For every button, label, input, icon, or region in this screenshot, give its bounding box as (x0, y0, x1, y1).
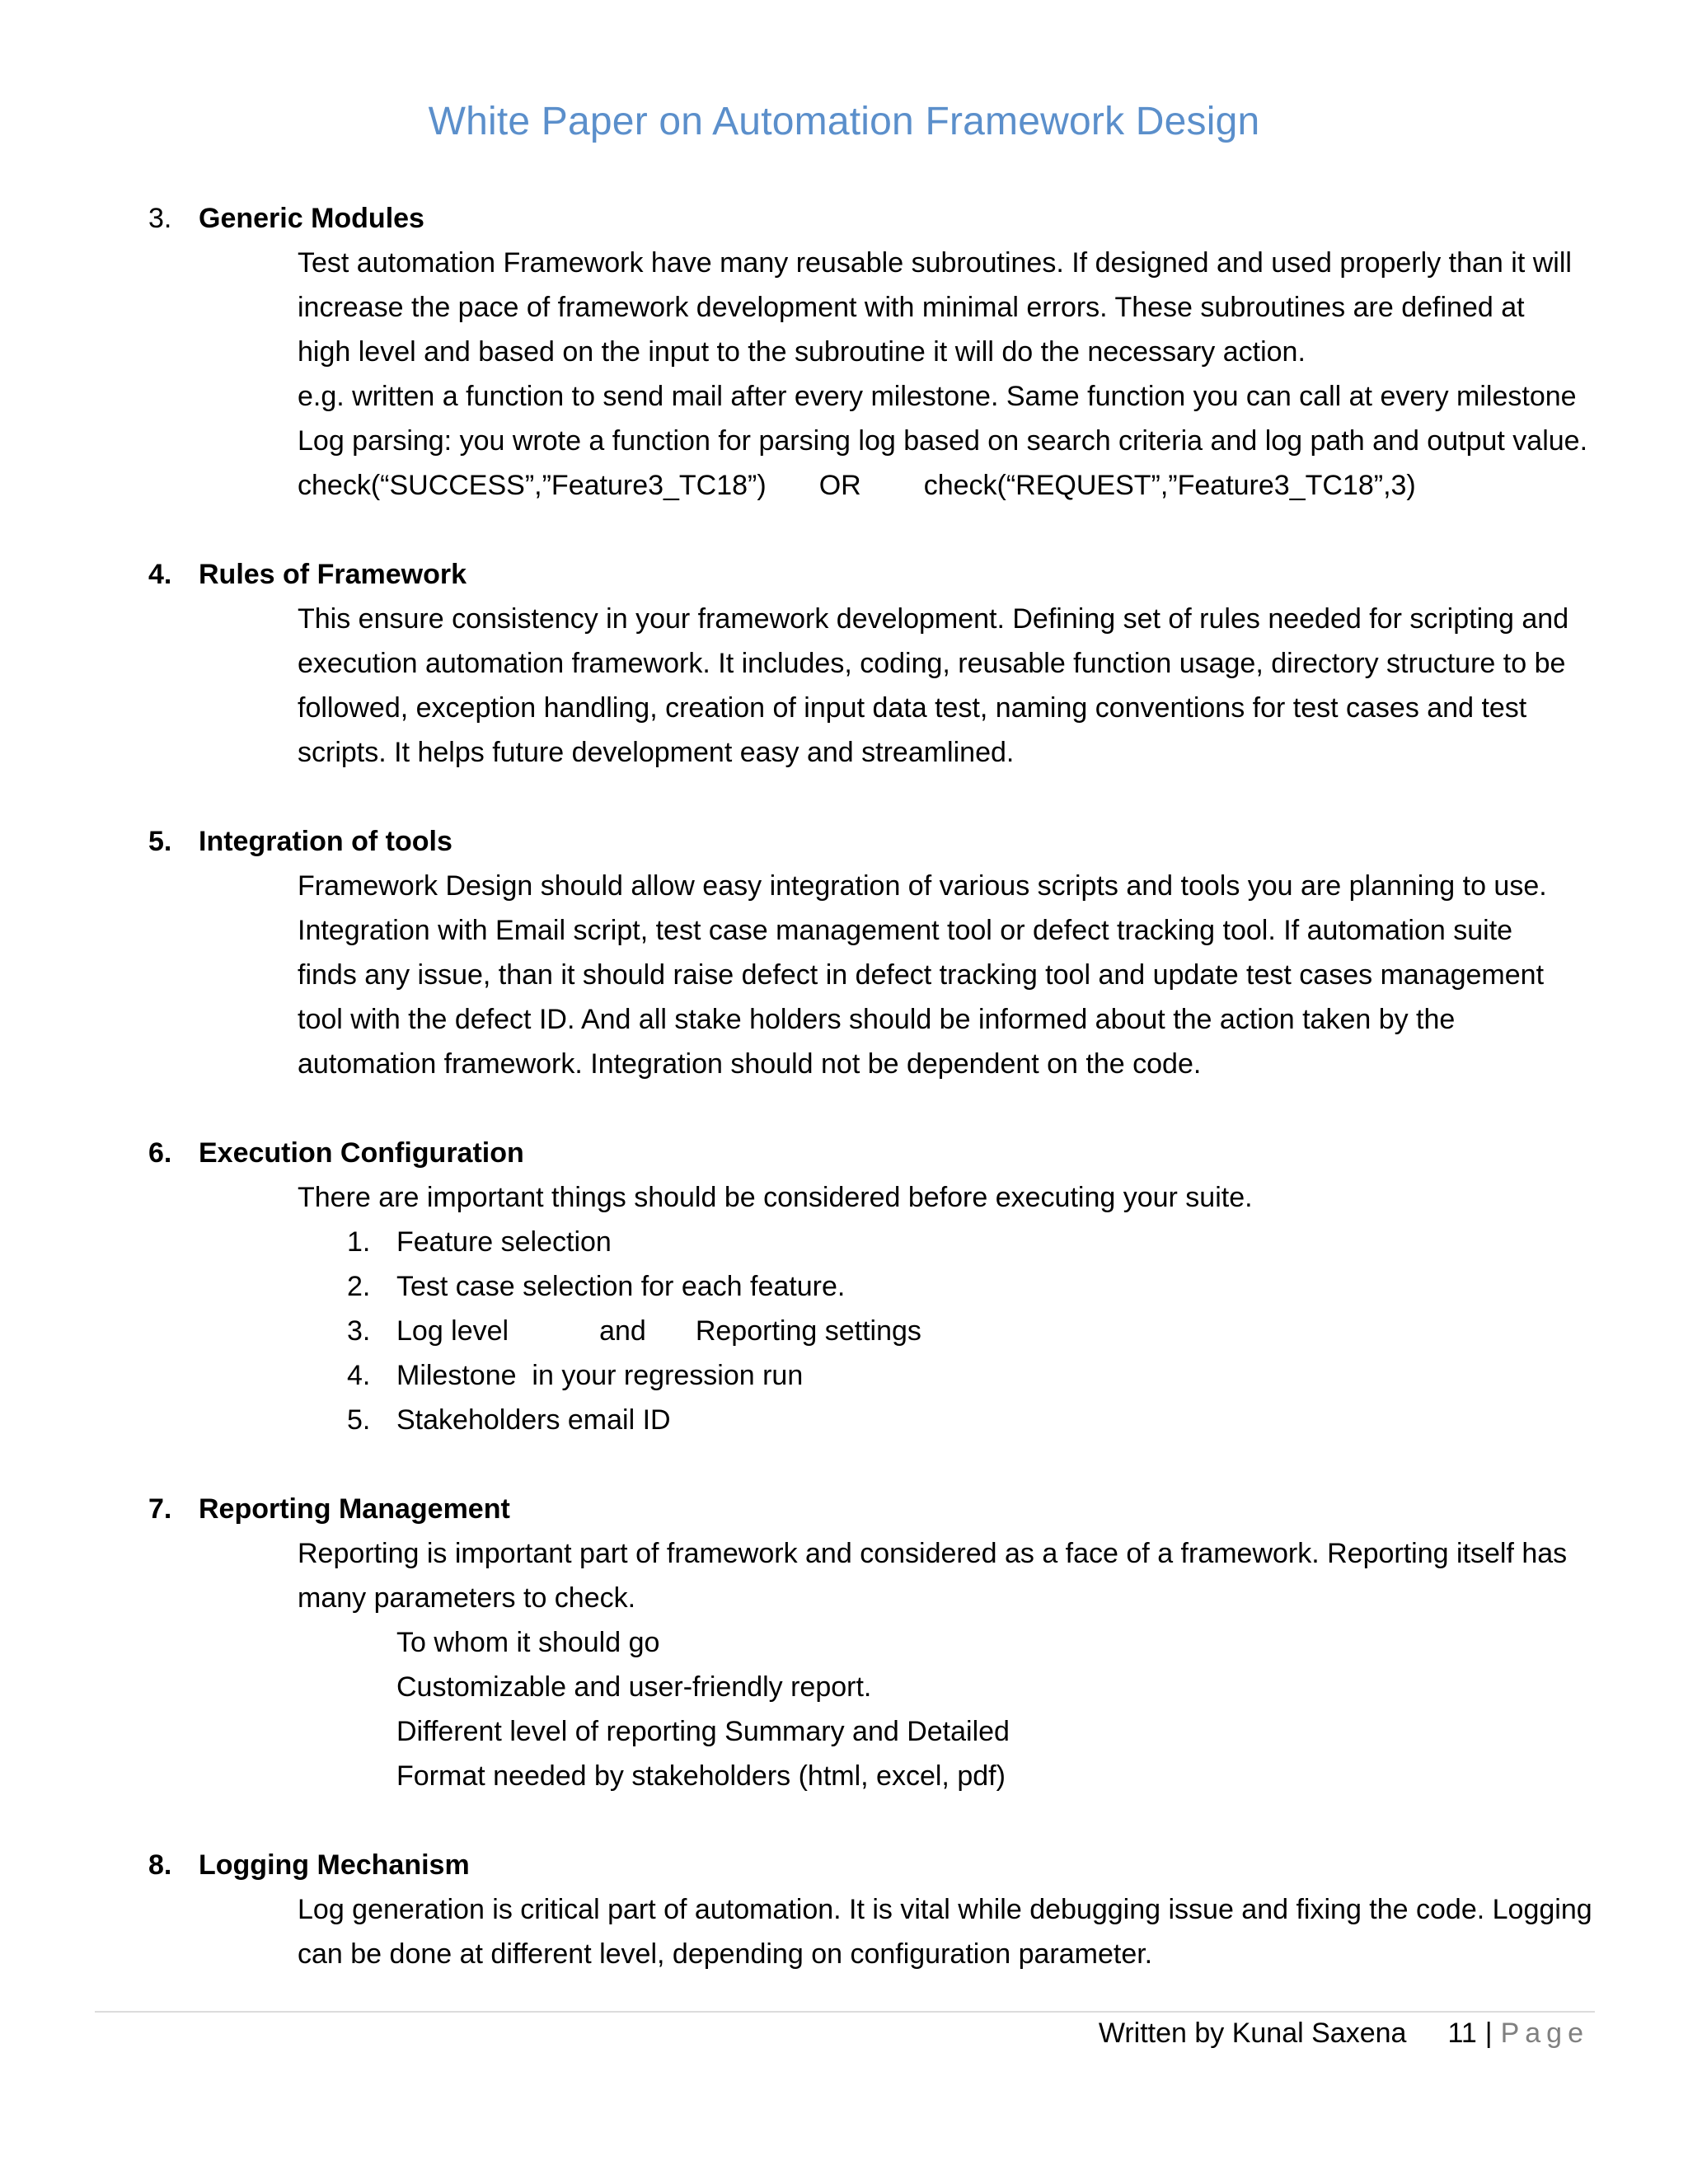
section-heading (148, 1487, 1582, 1531)
section-number: 5. (148, 826, 172, 857)
list-item (347, 1264, 1582, 1309)
paragraph-line: automation framework. Integration should not be dependent on the code. (298, 1048, 1202, 1080)
paragraph-line: Log generation is critical part of automation. It is vital while debugging issue and fixing the code. Logging (298, 1894, 1592, 1925)
paragraph-line: tool with the defect ID. And all stake holders should be informed about the action taken by the (298, 1004, 1456, 1035)
section-heading (148, 819, 1582, 864)
list-item: To whom it should go (396, 1627, 660, 1658)
section-title: Integration of tools (199, 826, 452, 857)
footer-page-label: Page (1500, 2018, 1589, 2049)
section-logging-mechanism (148, 1843, 1592, 1976)
code-example-right: check(“REQUEST”,”Feature3_TC18”,3) (923, 470, 1416, 501)
footer-author: Written by Kunal Saxena (1098, 2018, 1407, 2049)
page-footer (1099, 2018, 1589, 2050)
section-generic-modules (148, 196, 1588, 508)
indented-list (396, 1620, 1582, 1798)
section-title: Reporting Management (199, 1493, 510, 1525)
footer-page-number: 11 (1447, 2018, 1477, 2049)
paragraph-line: finds any issue, than it should raise defect in defect tracking tool and update test cases management (298, 959, 1545, 991)
section-heading (148, 1131, 1582, 1175)
list-item-text: Milestone in your regression run (396, 1360, 804, 1391)
list-item-number: 3. (347, 1315, 371, 1347)
list-item-text-part: and (599, 1315, 646, 1347)
list-item: Customizable and user-friendly report. (396, 1671, 872, 1703)
paragraph-line: scripts. It helps future development easy and streamlined. (298, 737, 1015, 768)
list-item (347, 1353, 1582, 1398)
list-item-number: 2. (347, 1271, 371, 1302)
paragraph-line: e.g. written a function to send mail after every milestone. Same function you can call at every milestone (298, 381, 1577, 412)
section-number: 4. (148, 559, 172, 590)
list-item-number: 4. (347, 1360, 371, 1391)
list-item-text: Feature selection (396, 1226, 612, 1258)
list-item (347, 1220, 1582, 1264)
list-item (347, 1398, 1582, 1442)
paragraph-line: Reporting is important part of framework and considered as a face of a framework. Reporting itself has (298, 1538, 1568, 1569)
section-rules-of-framework (148, 552, 1582, 775)
section-heading (148, 196, 1582, 241)
paragraph-line: Framework Design should allow easy integration of various scripts and tools you are planning to use. (298, 870, 1547, 902)
paragraph-line: Test automation Framework have many reusable subroutines. If designed and used properly than it will (298, 247, 1572, 279)
list-item-number: 1. (347, 1226, 371, 1258)
section-body (298, 597, 1582, 775)
paragraph-line: many parameters to check. (298, 1582, 636, 1614)
list-item-text-part: Log level (396, 1315, 509, 1347)
list-item-text: Test case selection for each feature. (396, 1271, 846, 1302)
footer-divider (95, 2011, 1595, 2013)
section-number: 7. (148, 1493, 172, 1525)
paragraph-line: followed, exception handling, creation of input data test, naming conventions for test cases and test (298, 692, 1527, 724)
section-title: Logging Mechanism (199, 1849, 470, 1881)
section-body (298, 1531, 1582, 1798)
section-number: 8. (148, 1849, 172, 1881)
section-body (298, 864, 1582, 1086)
code-example-or: OR (818, 470, 861, 501)
paragraph-line: There are important things should be considered before executing your suite. (298, 1182, 1253, 1213)
paragraph-line: increase the pace of framework development with minimal errors. These subroutines are defined at (298, 292, 1525, 323)
section-heading (148, 1843, 1582, 1887)
section-body (298, 241, 1588, 508)
paragraph-line: high level and based on the input to the subroutine it will do the necessary action. (298, 336, 1306, 368)
section-heading (148, 552, 1582, 597)
section-title: Execution Configuration (199, 1137, 524, 1169)
footer-separator: | (1484, 2018, 1493, 2049)
section-execution-configuration (148, 1131, 1582, 1442)
code-example-line (298, 463, 1582, 508)
list-item: Different level of reporting Summary and Detailed (396, 1716, 1010, 1747)
list-item-number: 5. (347, 1404, 371, 1436)
section-reporting-management (148, 1487, 1582, 1798)
paragraph-line: This ensure consistency in your framework development. Defining set of rules needed for scripting and (298, 603, 1569, 635)
numbered-list (347, 1220, 1582, 1442)
document-body (148, 196, 1592, 2021)
section-integration-of-tools (148, 819, 1582, 1086)
document-title: White Paper on Automation Framework Design (428, 100, 1260, 143)
list-item-text: Stakeholders email ID (396, 1404, 671, 1436)
section-title: Generic Modules (199, 203, 424, 234)
list-item (347, 1309, 1582, 1353)
section-body (298, 1175, 1582, 1442)
section-body (298, 1887, 1592, 1976)
paragraph-line: Integration with Email script, test case management tool or defect tracking tool. If automation suite (298, 915, 1513, 946)
paragraph-line: execution automation framework. It includes, coding, reusable function usage, directory structure to be (298, 648, 1566, 679)
paragraph-line: can be done at different level, depending on configuration parameter. (298, 1938, 1153, 1970)
list-item-text-part: Reporting settings (695, 1315, 921, 1347)
code-example-left: check(“SUCCESS”,”Feature3_TC18”) (298, 470, 767, 501)
section-title: Rules of Framework (199, 559, 467, 590)
section-number: 6. (148, 1137, 172, 1169)
list-item: Format needed by stakeholders (html, excel, pdf) (396, 1760, 1006, 1792)
paragraph-line: Log parsing: you wrote a function for parsing log based on search criteria and log path and output value. (298, 425, 1588, 457)
section-number: 3. (148, 203, 172, 234)
